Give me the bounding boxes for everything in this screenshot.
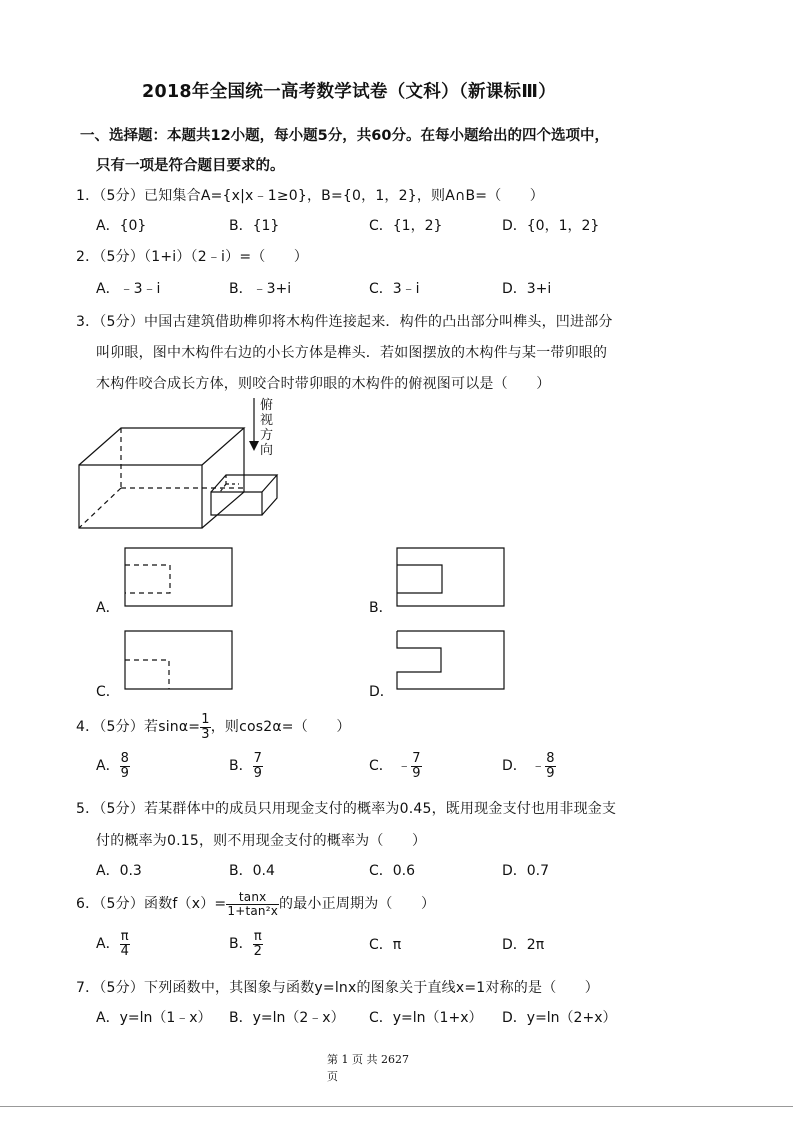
q3-stem-line1: 3．（5分）中国古建筑借助榫卯将木构件连接起来．构件的凸出部分叫榫头，凹进部分 <box>76 314 613 330</box>
q4-option-a: A． $\frac{8}{9}$ <box>96 751 129 781</box>
q2-option-b: B．﹣3+i <box>229 281 292 297</box>
q5-option-d: D．0.7 <box>502 863 550 879</box>
q4-stem: 4．（5分）若sinα= $\frac{1}{3}$ ，则cos2α=（ ） <box>76 712 351 742</box>
q5-stem-line2: 付的概率为0.15，则不用现金支付的概率为（ ） <box>96 833 427 849</box>
q4-option-c: C． ﹣ $\frac{7}{9}$ <box>369 751 421 781</box>
q3-stem-line2: 叫卯眼，图中木构件右边的小长方体是榫头．若如图摆放的木构件与某一带卯眼的 <box>96 345 608 361</box>
q2-option-a: A．﹣3﹣i <box>96 281 161 297</box>
q6-fraction: $\frac{\tan x}{\text{1+tan²x}}$ <box>227 890 279 918</box>
q2-option-c: C．3﹣i <box>369 281 420 297</box>
q6-option-c: C．π <box>369 937 402 953</box>
q2-stem: 2．（5分）（1+i）（2﹣i）=（ ） <box>76 249 309 265</box>
page-number-suffix: 页 <box>327 1070 338 1083</box>
q1-option-c: C．{1，2} <box>369 218 443 234</box>
page-number: 第 1 页 共 2627 <box>327 1053 409 1066</box>
q4-option-b: B． $\frac{7}{9}$ <box>229 751 262 781</box>
q3-option-d-label: D． <box>369 684 394 700</box>
section-heading-line1: 一、选择题：本题共12小题，每小题5分，共60分。在每小题给出的四个选项中， <box>80 128 609 144</box>
q5-stem-line1: 5．（5分）若某群体中的成员只用现金支付的概率为0.45，既用现金支付也用非现金支 <box>76 801 617 817</box>
q7-option-d: D．y=ln（2+x） <box>502 1010 617 1026</box>
q6-option-b: B． $\frac{\pi}{2}$ <box>229 929 262 959</box>
q5-option-b: B．0.4 <box>229 863 275 879</box>
q4-fraction: $\frac{1}{3}$ <box>201 712 210 742</box>
q3-option-d-view <box>396 629 506 691</box>
bottom-rule <box>0 1106 793 1107</box>
q3-stem-line3: 木构件咬合成长方体，则咬合时带卯眼的木构件的俯视图可以是（ ） <box>96 376 551 392</box>
q1-option-d: D．{0，1，2} <box>502 218 600 234</box>
q1-option-a: A．{0} <box>96 218 147 234</box>
q5-option-c: C．0.6 <box>369 863 416 879</box>
q3-option-c-label: C． <box>96 684 120 700</box>
view-direction-label: 俯 视 方 向 <box>260 398 274 458</box>
q3-option-b-view <box>396 546 506 608</box>
q3-option-b-label: B． <box>369 600 393 616</box>
q7-option-a: A．y=ln（1﹣x） <box>96 1010 212 1026</box>
q3-option-a-label: A． <box>96 600 120 616</box>
q3-option-a-view <box>124 546 234 608</box>
q7-option-c: C．y=ln（1+x） <box>369 1010 483 1026</box>
q2-option-d: D．3+i <box>502 281 552 297</box>
page-title: 2018年全国统一高考数学试卷（文科）（新课标Ⅲ） <box>142 82 556 102</box>
q7-stem: 7．（5分）下列函数中，其图象与函数y=lnx的图象关于直线x=1对称的是（ ） <box>76 980 599 996</box>
q1-option-b: B．{1} <box>229 218 280 234</box>
q6-option-d: D．2π <box>502 937 545 953</box>
section-heading-line2: 只有一项是符合题目要求的。 <box>96 158 285 174</box>
q7-option-b: B．y=ln（2﹣x） <box>229 1010 345 1026</box>
q6-option-a: A． $\frac{\pi}{4}$ <box>96 929 129 959</box>
q5-option-a: A．0.3 <box>96 863 142 879</box>
q1-stem: 1．（5分）已知集合A={x|x﹣1≥0}，B={0，1，2}，则A∩B=（ ） <box>76 188 544 204</box>
q4-option-d: D． ﹣ $\frac{8}{9}$ <box>502 751 555 781</box>
q3-option-c-view <box>124 629 234 691</box>
q6-stem: 6．（5分）函数f（x）= $\frac{\tan x}{\text{1+tan²x}}$ 的最小正周期为（ ） <box>76 890 436 918</box>
